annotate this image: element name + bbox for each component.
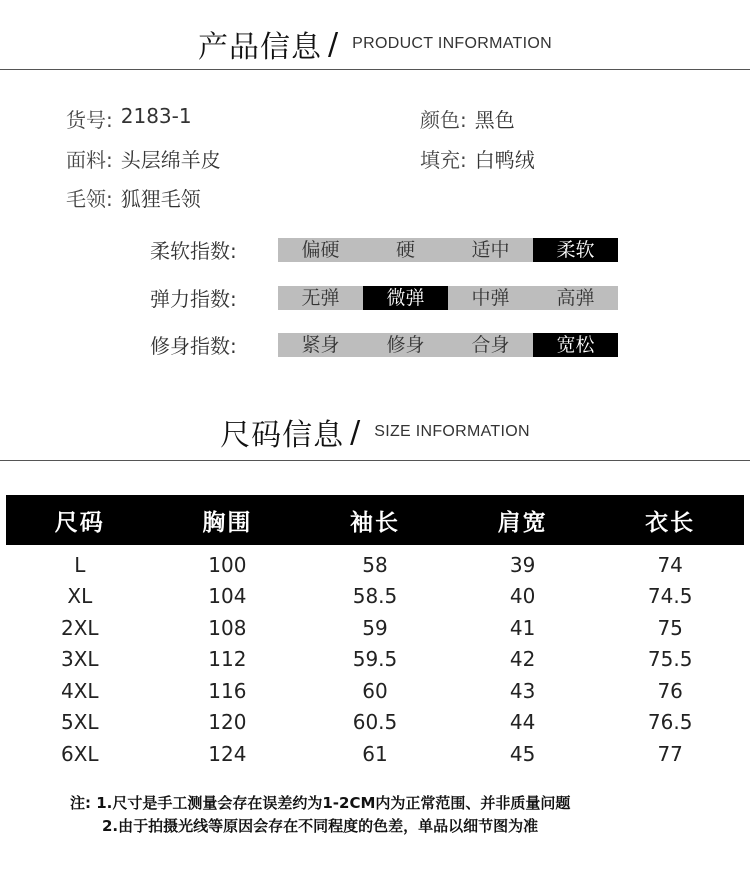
table-cell: L — [74, 552, 86, 577]
table-cell: XL — [67, 584, 93, 609]
softness-scale — [150, 235, 618, 264]
column-header: 胸围 — [202, 509, 253, 536]
table-cell: 45 — [509, 741, 536, 766]
table-row — [6, 612, 744, 644]
table-cell: 76 — [657, 678, 683, 703]
scale-option: 无弹 — [301, 286, 340, 309]
table-row — [6, 644, 744, 676]
column-header: 衣长 — [645, 509, 696, 536]
table-cell: 116 — [208, 678, 247, 703]
title-slash: / — [350, 414, 361, 450]
scale-label: 弹力指数: — [150, 287, 237, 311]
table-cell: 100 — [208, 552, 247, 577]
scale-option: 修身 — [386, 333, 425, 356]
table-cell: 4XL — [61, 678, 99, 703]
column-header: 尺码 — [54, 509, 105, 536]
filling-label: 填充: — [420, 148, 467, 172]
note-line: 注: 1.尺寸是手工测量会存在误差约为1-2CM内为正常范围、并非质量问题 — [70, 794, 571, 812]
product-info-title: 产品信息 — [198, 30, 323, 65]
scale-option: 高弹 — [556, 286, 595, 309]
fabric-value: 头层绵羊皮 — [120, 148, 221, 172]
fabric-info — [66, 144, 221, 173]
table-cell: 124 — [208, 741, 247, 766]
table-cell: 60 — [362, 678, 388, 703]
table-cell: 58.5 — [352, 584, 398, 609]
scale-option: 硬 — [395, 238, 415, 261]
table-row — [6, 738, 744, 770]
item-number-value: 2183-1 — [120, 104, 192, 128]
filling-value: 白鸭绒 — [474, 148, 535, 172]
table-cell: 74.5 — [647, 584, 693, 609]
scale-option: 宽松 — [533, 333, 618, 357]
item-number-label: 货号: — [66, 108, 113, 132]
table-cell: 112 — [208, 647, 247, 672]
table-cell: 76.5 — [647, 710, 693, 735]
scale-bar — [278, 238, 618, 262]
notes — [70, 792, 570, 838]
table-cell: 60.5 — [352, 710, 398, 735]
table-cell: 75.5 — [647, 647, 693, 672]
size-info-title: 尺码信息 — [220, 418, 345, 453]
table-cell: 3XL — [61, 647, 99, 672]
scale-option: 柔软 — [533, 238, 618, 262]
table-cell: 39 — [509, 552, 536, 577]
table-cell: 41 — [509, 615, 536, 640]
table-cell: 74 — [657, 552, 683, 577]
table-cell: 5XL — [61, 710, 99, 735]
scale-bar — [278, 333, 618, 357]
fabric-label: 面料: — [66, 148, 113, 172]
table-cell: 59 — [362, 615, 388, 640]
table-cell: 120 — [208, 710, 247, 735]
note-line: 2.由于拍摄光线等原因会存在不同程度的色差，单品以细节图为准 — [102, 817, 539, 835]
table-cell: 104 — [208, 584, 247, 609]
scale-option: 合身 — [471, 333, 510, 356]
table-row — [6, 549, 744, 581]
table-row — [6, 675, 744, 707]
table-cell: 2XL — [61, 615, 99, 640]
scale-bar — [278, 286, 618, 310]
elasticity-scale — [150, 283, 618, 312]
scale-option: 微弹 — [363, 286, 448, 310]
color-info — [420, 104, 515, 133]
scale-option: 偏硬 — [301, 238, 340, 261]
size-info-subtitle: SIZE INFORMATION — [374, 423, 530, 440]
table-cell: 77 — [657, 741, 683, 766]
table-cell: 59.5 — [352, 647, 398, 672]
product-info-subtitle: PRODUCT INFORMATION — [352, 35, 552, 52]
column-header: 袖长 — [349, 509, 400, 536]
title-slash: / — [328, 26, 339, 62]
scale-option: 中弹 — [471, 286, 510, 309]
size-table-body — [6, 549, 744, 770]
color-value: 黑色 — [474, 108, 515, 132]
table-cell: 61 — [362, 741, 388, 766]
size-info-header — [0, 410, 750, 454]
collar-info — [66, 183, 201, 212]
divider — [0, 69, 750, 70]
table-cell: 6XL — [61, 741, 99, 766]
product-info-header — [0, 22, 750, 66]
item-number — [66, 104, 192, 133]
table-cell: 44 — [509, 710, 536, 735]
collar-value: 狐狸毛领 — [120, 187, 201, 211]
filling-info — [420, 144, 535, 173]
collar-label: 毛领: — [66, 187, 113, 211]
scale-option: 适中 — [471, 238, 510, 261]
scale-option: 紧身 — [301, 333, 340, 356]
table-cell: 75 — [657, 615, 683, 640]
table-cell: 108 — [208, 615, 247, 640]
fit-scale — [150, 330, 618, 359]
table-cell: 40 — [509, 584, 536, 609]
table-cell: 42 — [509, 647, 536, 672]
table-row — [6, 581, 744, 613]
divider — [0, 460, 750, 461]
size-table-header — [6, 495, 744, 545]
scale-label: 柔软指数: — [150, 239, 237, 263]
scale-label: 修身指数: — [150, 334, 237, 358]
column-header: 肩宽 — [497, 509, 548, 536]
table-cell: 58 — [362, 552, 388, 577]
color-label: 颜色: — [420, 108, 467, 132]
table-cell: 43 — [509, 678, 536, 703]
table-row — [6, 707, 744, 739]
